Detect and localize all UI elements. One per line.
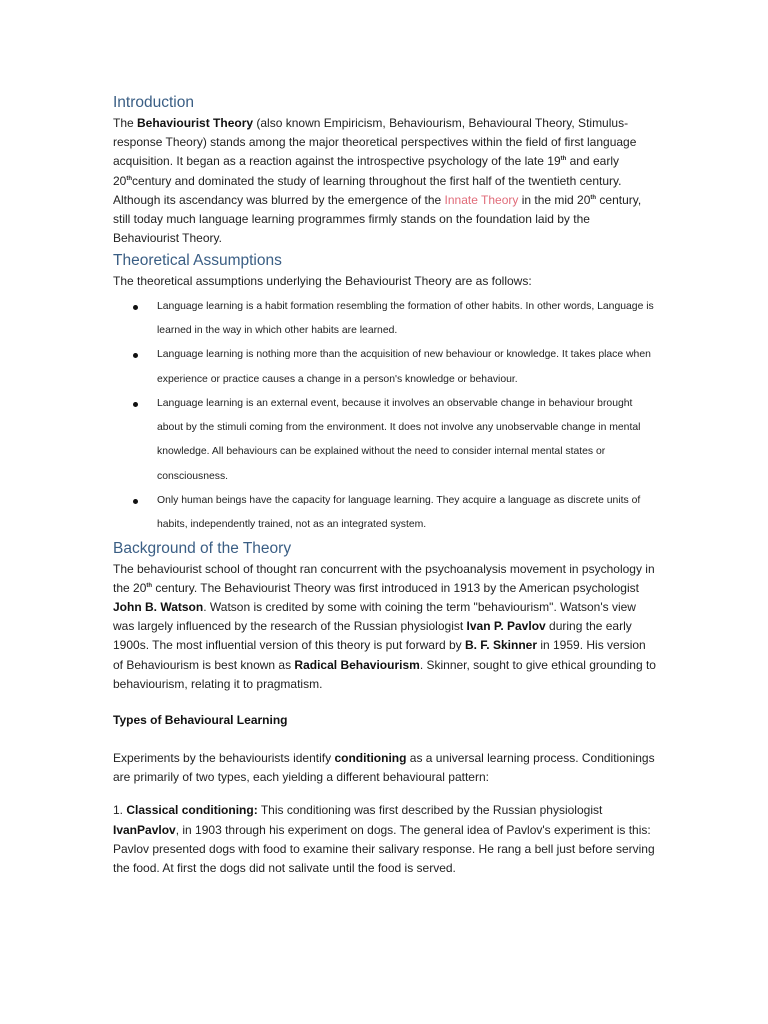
term-conditioning: conditioning <box>334 751 407 766</box>
name-ivanpavlov: IvanPavlov <box>113 822 176 837</box>
assumptions-lead: The theoretical assumptions underlying the Behaviourist Theory are as follows: <box>113 274 532 289</box>
name-john-watson: John B. Watson <box>113 600 204 614</box>
ordinal-superscript: th <box>590 194 597 201</box>
innate-theory-link[interactable]: Innate Theory <box>444 192 519 207</box>
term-radical-behaviourism: Radical Behaviourism <box>294 657 420 672</box>
bullet-icon <box>133 353 138 358</box>
background-paragraph: The behaviourist school of thought ran concurrent with the psychoanalysis movement in psychology in the 20th century. The Behaviourist Theory was first introduced in 1913 by the American psychologist John B. Watson. Watson is credited by some with coining the term "behaviourism". Watson's view was largely influenced by the research of the Russian physiologist Ivan P. Pavlov during the early 1900s. The most influential version of this theory is put forward by B. F. Skinner in 1959. His version of Behaviourism is best known as Radical Behaviourism. Skinner, sought to give ethical grounding to behaviourism, relating it to pragmatism. <box>113 561 656 691</box>
bullet-icon <box>133 402 138 407</box>
experiments-paragraph: Experiments by the behaviourists identify conditioning as a universal learning process. Conditionings are primarily of two types, each yielding a different behavioural pattern: <box>113 751 655 785</box>
term-classical-conditioning: Classical conditioning: <box>126 803 258 818</box>
assumptions-list <box>113 295 658 538</box>
classical-conditioning-paragraph: 1. Classical conditioning: This conditioning was first described by the Russian physiologist IvanPavlov, in 1903 through his experiment on dogs. The general idea of Pavlov's experiment is this: Pavlov presented dogs with food to examine their salivary response. He rang a bell just before serving the food. At first the dogs did not salivate until the food is served. <box>113 803 655 876</box>
name-bf-skinner: B. F. Skinner <box>464 638 537 653</box>
term-behaviourist-theory: Behaviourist Theory <box>137 116 254 130</box>
heading-types-of-learning: Types of Behavioural Learning <box>113 713 288 728</box>
heading-background: Background of the Theory <box>113 539 292 557</box>
intro-paragraph: The Behaviourist Theory (also known Empiricism, Behaviourism, Behavioural Theory, Stimulus-response Theory) stands among the major theoretical perspectives within the field of first language acquisition. It began as a reaction against the introspective psychology of the late 19th and early 20thcentury and dominated the study of learning throughout the first half of the twentieth century. Although its ascendancy was blurred by the emergence of the Innate Theory in the mid 20th century, still today much language learning programmes firmly stands on the foundation laid by the Behaviourist Theory. <box>113 116 642 246</box>
list-item: Language learning is nothing more than the acquisition of new behaviour or knowledge. It takes place when experience or practice causes a change in a person's knowledge or behaviour. <box>113 343 658 392</box>
bullet-icon <box>133 305 138 310</box>
ordinal-superscript: th <box>146 582 153 589</box>
bullet-icon <box>133 499 138 504</box>
list-item: Language learning is a habit formation resembling the formation of other habits. In other words, Language is learned in the way in which other habits are learned. <box>113 295 658 344</box>
name-ivan-pavlov: Ivan P. Pavlov <box>466 619 546 634</box>
list-item: Language learning is an external event, because it involves an observable change in behaviour brought about by the stimuli coming from the environment. It does not involve any unobservable change in mental knowledge. All behaviours can be explained without the need to consider internal mental states or consciousness. <box>113 392 658 489</box>
ordinal-superscript: th <box>560 156 567 163</box>
document-content <box>113 92 658 878</box>
heading-theoretical-assumptions: Theoretical Assumptions <box>113 252 282 270</box>
list-item: Only human beings have the capacity for language learning. They acquire a language as discrete units of habits, independently trained, not as an integrated system. <box>113 489 658 538</box>
heading-introduction: Introduction <box>113 94 194 111</box>
ordinal-superscript: th <box>126 175 133 182</box>
